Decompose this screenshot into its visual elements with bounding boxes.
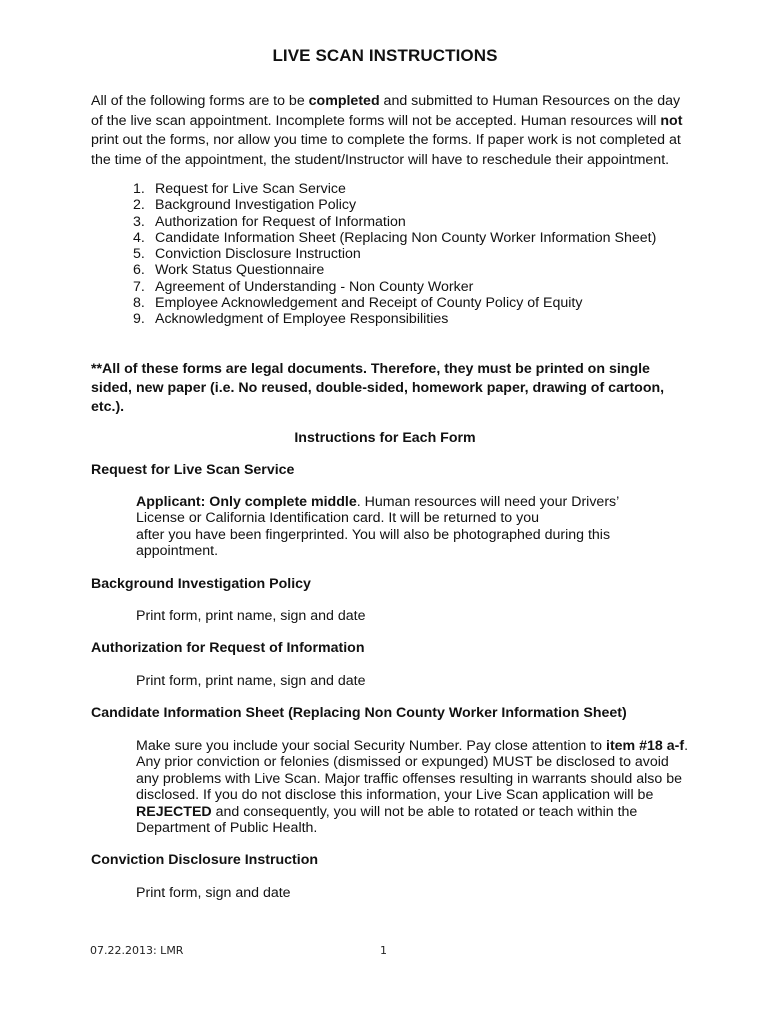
list-item: [133, 262, 656, 278]
list-item-number: 1.: [133, 181, 145, 197]
live-scan-line-2: License or California Identification card. It will be returned to you: [136, 510, 539, 527]
candidate-line-1: [136, 738, 696, 754]
intro-text-1: All of the following forms are to be: [91, 93, 309, 109]
candidate-bold-item: item #18 a-f: [606, 738, 685, 754]
list-item-text: Request for Live Scan Service: [155, 181, 346, 197]
live-scan-bold-lead: Applicant: Only complete middle: [136, 494, 357, 510]
candidate-line-2: Any prior conviction or felonies (dismissed or expunged) MUST be disclosed to avoid: [136, 754, 669, 771]
candidate-line-4: disclosed. If you do not disclose this information, your Live Scan application will be: [136, 787, 654, 804]
intro-text-3: print out the forms, nor allow you time to complete the forms. If paper work is not completed at the time of the appointment, the student/Instructor will have to reschedule their appointment.: [91, 132, 681, 168]
list-item-text: Background Investigation Policy: [155, 197, 357, 214]
footer-code: 07.22.2013: LMR: [90, 944, 184, 957]
section-body-authorization: Print form, print name, sign and date: [136, 673, 366, 689]
intro-bold-not: not: [660, 112, 683, 129]
candidate-bold-rejected: REJECTED: [136, 803, 212, 820]
section-body-conviction: Print form, sign and date: [136, 885, 291, 901]
candidate-text-5: and consequently, you will not be able to rotated or teach within the: [211, 803, 638, 820]
intro-bold-completed: completed: [308, 93, 380, 109]
list-item-number: 9.: [133, 311, 145, 328]
section-body-live-scan: [136, 494, 696, 560]
list-item: [133, 197, 656, 213]
candidate-line-5: [136, 804, 696, 820]
section-heading-live-scan: Request for Live Scan Service: [91, 462, 295, 478]
section-heading-conviction: Conviction Disclosure Instruction: [91, 852, 319, 868]
page-title: LIVE SCAN INSTRUCTIONS: [272, 46, 498, 65]
live-scan-line-1: [136, 494, 696, 510]
intro-text-2: and submitted to Human Resources on the day of the live scan appointment. Incomplete forms will not be accepted. Human resources will: [91, 93, 681, 129]
live-scan-line-3: after you have been fingerprinted. You will also be photographed during this: [136, 526, 611, 543]
list-item-text: Authorization for Request of Information: [155, 213, 406, 230]
legal-note: **All of these forms are legal documents. Therefore, they must be printed on single sided, new paper (i.e. No reused, double-sided, homework paper, drawing of cartoon, etc.).: [91, 361, 665, 415]
section-body-candidate: [136, 738, 696, 836]
section-heading-candidate: Candidate Information Sheet (Replacing Non County Worker Information Sheet): [91, 705, 627, 721]
list-item: [133, 246, 656, 262]
candidate-line-3: any problems with Live Scan. Major traffic offenses resulting in warrants should also be: [136, 770, 682, 787]
list-item: [133, 230, 656, 246]
list-item-text: Conviction Disclosure Instruction: [155, 246, 361, 263]
list-item-number: 7.: [133, 278, 145, 295]
intro-paragraph: [91, 92, 691, 170]
live-scan-line-4: appointment.: [136, 543, 219, 560]
list-item-number: 8.: [133, 295, 145, 312]
list-item: [133, 311, 656, 327]
list-item-text: Acknowledgment of Employee Responsibilities: [155, 311, 449, 328]
page-number: 1: [380, 944, 387, 957]
section-body-background: Print form, print name, sign and date: [136, 608, 366, 624]
list-item-number: 2.: [133, 197, 145, 214]
list-item: [133, 279, 656, 295]
live-scan-text-1: . Human resources will need your Drivers’: [356, 494, 620, 510]
forms-list: [133, 181, 656, 328]
candidate-line-6: Department of Public Health.: [136, 820, 318, 837]
list-item-number: 6.: [133, 262, 145, 279]
candidate-text-1a: Make sure you include your social Security Number. Pay close attention to: [136, 738, 606, 754]
list-item-text: Candidate Information Sheet (Replacing Non County Worker Information Sheet): [155, 229, 657, 246]
list-item-number: 4.: [133, 229, 145, 246]
list-item-text: Agreement of Understanding - Non County Worker: [155, 278, 474, 295]
list-item: [133, 181, 656, 197]
section-heading-background: Background Investigation Policy: [91, 576, 311, 592]
list-item-text: Employee Acknowledgement and Receipt of County Policy of Equity: [155, 295, 583, 312]
list-item-number: 5.: [133, 246, 145, 263]
instructions-heading: Instructions for Each Form: [294, 430, 476, 446]
list-item: [133, 214, 656, 230]
candidate-text-1b: .: [684, 738, 689, 754]
list-item-text: Work Status Questionnaire: [155, 262, 325, 279]
section-heading-authorization: Authorization for Request of Information: [91, 640, 365, 656]
list-item: [133, 295, 656, 311]
list-item-number: 3.: [133, 213, 145, 230]
